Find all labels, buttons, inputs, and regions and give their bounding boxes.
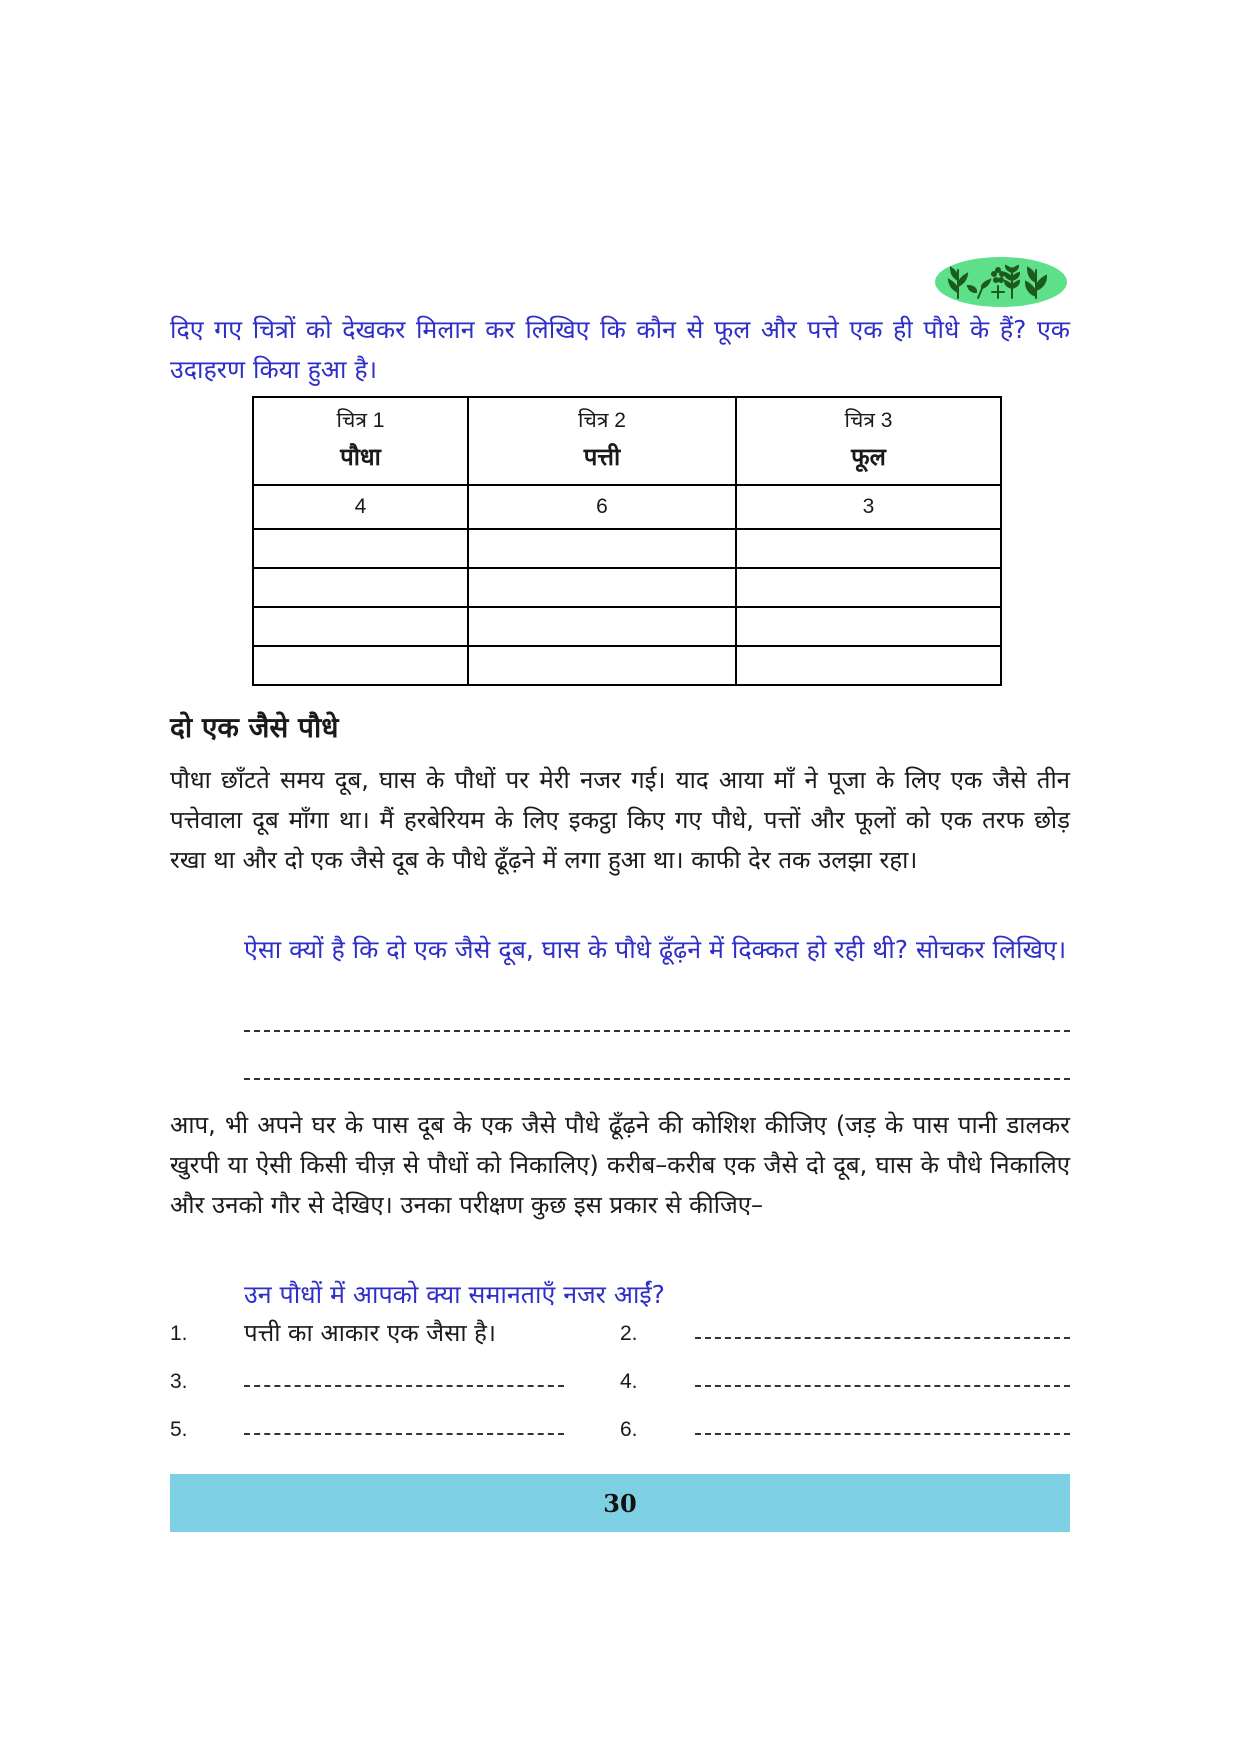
table-header-row bbox=[253, 397, 1001, 485]
question-why: ऐसा क्यों है कि दो एक जैसे दूब, घास के पौधे ढूँढ़ने में दिक्कत हो रही थी? सोचकर लिखिए। bbox=[244, 935, 1067, 964]
page-footer bbox=[170, 1474, 1070, 1532]
blank-cell[interactable] bbox=[468, 646, 736, 685]
table-row bbox=[253, 529, 1001, 568]
item-number: 3. bbox=[170, 1370, 188, 1393]
column-label: चित्र 1 bbox=[336, 409, 385, 432]
column-title: पत्ती bbox=[583, 444, 621, 471]
blank-cell[interactable] bbox=[468, 568, 736, 607]
answer-line[interactable] bbox=[695, 1385, 1070, 1387]
table-row bbox=[253, 485, 1001, 529]
table-cell: 3 bbox=[736, 485, 1001, 529]
answer-line[interactable] bbox=[695, 1433, 1070, 1435]
answer-line[interactable] bbox=[244, 1433, 564, 1435]
column-header bbox=[736, 397, 1001, 485]
column-header bbox=[468, 397, 736, 485]
blank-cell[interactable] bbox=[468, 529, 736, 568]
column-title: फूल bbox=[851, 444, 886, 471]
blank-cell[interactable] bbox=[253, 607, 468, 646]
answer-line[interactable] bbox=[244, 1078, 1070, 1080]
item-number: 1. bbox=[170, 1322, 188, 1345]
table-row bbox=[253, 646, 1001, 685]
answer-line[interactable] bbox=[244, 1030, 1070, 1032]
plant-badge bbox=[935, 257, 1067, 307]
item-number: 5. bbox=[170, 1418, 188, 1441]
blank-cell[interactable] bbox=[253, 646, 468, 685]
table-cell: 6 bbox=[468, 485, 736, 529]
similarity-example: पत्ती का आकार एक जैसा है। bbox=[244, 1319, 497, 1347]
item-number: 6. bbox=[620, 1418, 638, 1441]
table-row bbox=[253, 568, 1001, 607]
section-title: दो एक जैसे पौधे bbox=[170, 711, 339, 744]
column-header bbox=[253, 397, 468, 485]
story-paragraph: पौधा छाँटते समय दूब, घास के पौधों पर मेरी नजर गई। याद आया माँ ने पूजा के लिए एक जैसे तीन पत्तेवाला दूब माँगा था। मैं हरबेरियम के लिए इकट्ठा किए गए पौधे, पत्तों और फूलों को एक तरफ छोड़ रखा था और दो एक जैसे दूब के पौधे ढूँढ़ने में लगा हुआ था। काफी देर तक उलझा रहा। bbox=[170, 766, 1070, 874]
column-label: चित्र 2 bbox=[578, 409, 626, 432]
blank-cell[interactable] bbox=[736, 607, 1001, 646]
blank-cell[interactable] bbox=[736, 646, 1001, 685]
blank-cell[interactable] bbox=[736, 568, 1001, 607]
answer-line[interactable] bbox=[244, 1385, 564, 1387]
column-label: चित्र 3 bbox=[844, 409, 893, 432]
intro-instruction: दिए गए चित्रों को देखकर मिलान कर लिखिए कि कौन से फूल और पत्ते एक ही पौधे के हैं? एक उदाहरण किया हुआ है। bbox=[170, 315, 1070, 384]
item-number: 2. bbox=[620, 1322, 638, 1345]
page-number: 30 bbox=[603, 1488, 637, 1518]
activity-paragraph: आप, भी अपने घर के पास दूब के एक जैसे पौधे ढूँढ़ने की कोशिश कीजिए (जड़ के पास पानी डालकर खुरपी या ऐसी किसी चीज़ से पौधों को निकालिए) करीब–करीब एक जैसे दो दूब, घास के पौधे निकालिए और उनको गौर से देखिए। उनका परीक्षण कुछ इस प्रकार से कीजिए– bbox=[170, 1111, 1070, 1219]
blank-cell[interactable] bbox=[253, 568, 468, 607]
table-row bbox=[253, 607, 1001, 646]
column-title: पौधा bbox=[340, 444, 381, 471]
blank-cell[interactable] bbox=[468, 607, 736, 646]
matching-table bbox=[252, 396, 1002, 686]
question-similarities: उन पौधों में आपको क्या समानताएँ नजर आईं? bbox=[244, 1280, 665, 1309]
blank-cell[interactable] bbox=[253, 529, 468, 568]
plant-leaves-icon bbox=[946, 262, 1056, 302]
answer-line[interactable] bbox=[695, 1337, 1070, 1339]
table-cell: 4 bbox=[253, 485, 468, 529]
blank-cell[interactable] bbox=[736, 529, 1001, 568]
item-number: 4. bbox=[620, 1370, 638, 1393]
